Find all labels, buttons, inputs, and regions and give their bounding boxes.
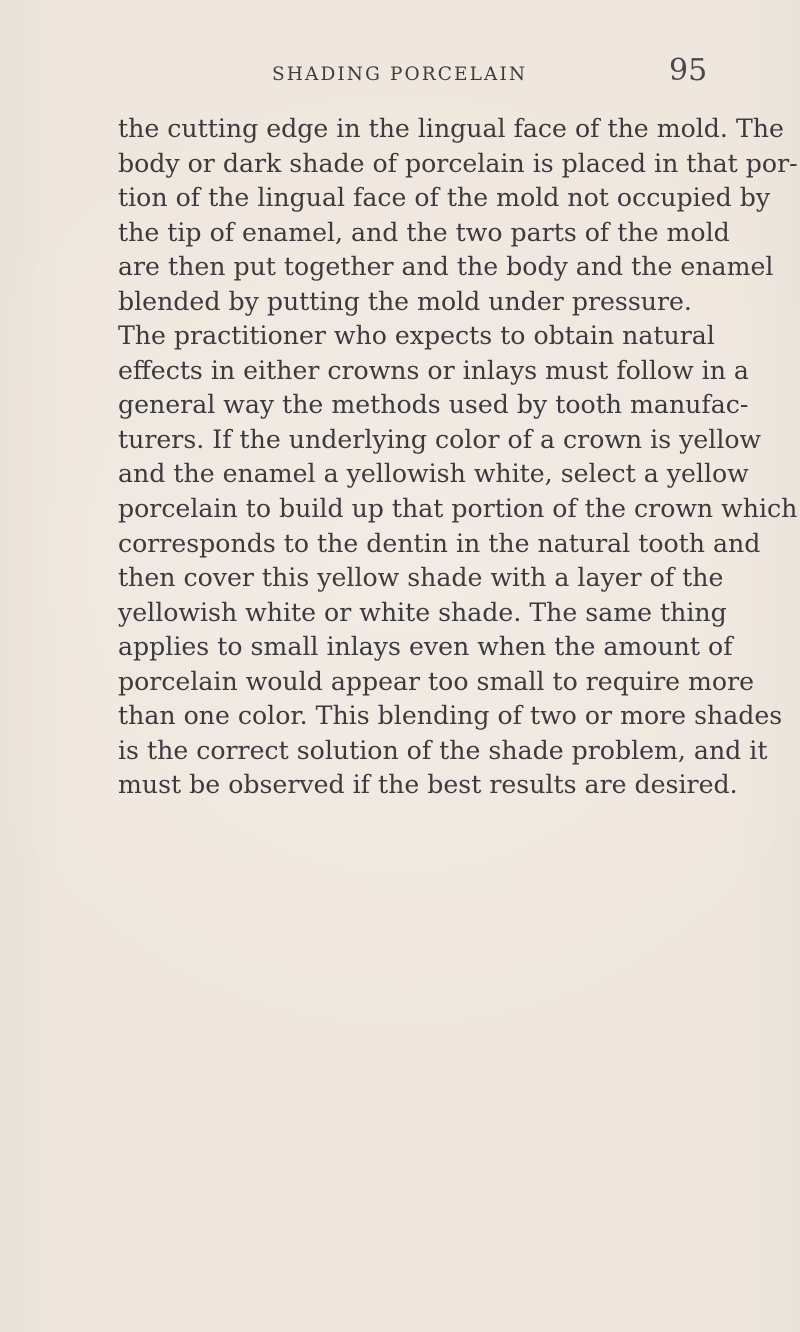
text-line: general way the methods used by tooth manufac- bbox=[118, 390, 749, 420]
paragraph-start-line: The practitioner who expects to obtain natural bbox=[118, 321, 715, 351]
text-line: effects in either crowns or inlays must follow in a bbox=[118, 355, 749, 385]
text-line: yellowish white or white shade. The same thing bbox=[118, 597, 727, 627]
text-line: blended by putting the mold under pressure. bbox=[118, 286, 692, 316]
text-line: must be observed if the best results are desired. bbox=[118, 770, 738, 800]
text-line: and the enamel a yellowish white, select a yellow bbox=[118, 459, 749, 489]
running-head bbox=[0, 53, 800, 98]
text-line: tion of the lingual face of the mold not occupied by bbox=[118, 183, 771, 213]
page-number: 95 bbox=[669, 53, 708, 88]
text-line: applies to small inlays even when the amount of bbox=[118, 632, 733, 662]
text-line: turers. If the underlying color of a crown is yellow bbox=[118, 424, 762, 454]
text-line: is the correct solution of the shade problem, and it bbox=[118, 735, 768, 765]
text-line: the tip of enamel, and the two parts of the mold bbox=[118, 217, 730, 247]
text-line: corresponds to the dentin in the natural tooth and bbox=[118, 528, 761, 558]
text-line: porcelain would appear too small to require more bbox=[118, 666, 755, 696]
text-line: then cover this yellow shade with a layer of the bbox=[118, 563, 724, 593]
running-title: SHADING PORCELAIN bbox=[272, 64, 528, 85]
text-line: body or dark shade of porcelain is placed in that por- bbox=[118, 148, 798, 178]
body-text bbox=[118, 112, 798, 803]
text-line: the cutting edge in the lingual face of the mold. The bbox=[118, 114, 784, 143]
text-line: porcelain to build up that portion of the crown which bbox=[118, 494, 798, 524]
text-line: than one color. This blending of two or more shades bbox=[118, 701, 783, 731]
text-line: are then put together and the body and the enamel bbox=[118, 252, 774, 282]
